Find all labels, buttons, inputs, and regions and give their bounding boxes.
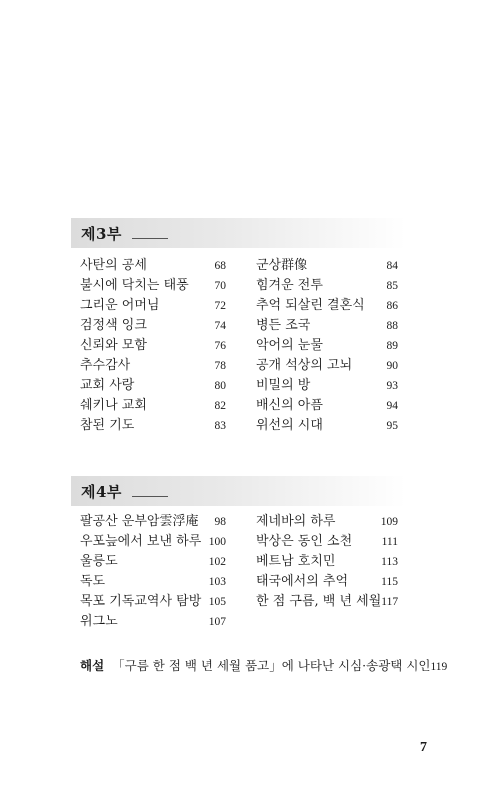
toc-entry-page: 84 (386, 260, 398, 272)
toc-entry-page: 93 (386, 380, 398, 392)
toc-entry-page: 105 (208, 596, 226, 608)
toc-entry[interactable] (80, 532, 226, 552)
part3-title: 제3부 (81, 224, 122, 243)
toc-entry-page: 86 (386, 300, 398, 312)
toc-entry-page: 85 (386, 280, 398, 292)
toc-entry-page: 68 (214, 260, 226, 272)
toc-entry-title: 병든 조국 (256, 318, 311, 333)
part3-rule (132, 238, 168, 239)
toc-entry-page: 109 (380, 516, 398, 528)
toc-entry-title: 독도 (80, 574, 106, 589)
toc-entry-title: 박상은 동인 소천 (256, 534, 353, 549)
toc-entry-title: 태국에서의 추억 (256, 574, 349, 589)
page-number: 7 (420, 740, 427, 755)
toc-entry[interactable] (256, 552, 398, 572)
commentary-label: 해설 (80, 658, 105, 673)
toc-entry[interactable] (80, 572, 226, 592)
toc-entry[interactable] (256, 376, 398, 396)
toc-entry-title: 사탄의 공세 (80, 258, 147, 273)
toc-entry[interactable] (256, 336, 398, 356)
toc-entry-title: 제네바의 하루 (256, 514, 336, 529)
part4-title: 제4부 (81, 482, 122, 501)
toc-entry-title: 참된 기도 (80, 418, 135, 433)
toc-entry-title: 목포 기독교역사 탐방 (80, 594, 202, 609)
toc-entry-title: 위선의 시대 (256, 418, 323, 433)
toc-entry-title: 베트남 호치민 (256, 554, 336, 569)
toc-entry-page: 70 (214, 280, 226, 292)
toc-entry-title: 군상群像 (256, 258, 308, 273)
toc-entry-page: 115 (381, 576, 398, 588)
commentary-title: 「구름 한 점 백 년 세월 품고」에 나타난 시심·송광택 시인 (112, 658, 431, 673)
toc-entry-title: 교회 사랑 (80, 378, 135, 393)
toc-entry[interactable] (256, 276, 398, 296)
toc-entry[interactable] (80, 376, 226, 396)
part4-header (71, 476, 406, 506)
toc-entry-page: 103 (208, 576, 226, 588)
toc-entry[interactable] (80, 396, 226, 416)
toc-entry-title: 우포늪에서 보낸 하루 (80, 534, 202, 549)
toc-entry-page: 82 (214, 400, 226, 412)
toc-entry-title: 쉐키나 교회 (80, 398, 147, 413)
part3-header (71, 218, 406, 248)
toc-entry-title: 힘겨운 전투 (256, 278, 323, 293)
toc-entry-title: 악어의 눈물 (256, 338, 323, 353)
toc-entry-page: 90 (386, 360, 398, 372)
toc-entry-title: 울릉도 (80, 554, 118, 569)
toc-entry-title: 그리운 어머님 (80, 298, 160, 313)
toc-entry[interactable] (80, 296, 226, 316)
toc-entry-page: 88 (386, 320, 398, 332)
toc-entry-title: 추수감사 (80, 358, 131, 373)
toc-entry[interactable] (80, 592, 226, 612)
toc-entry-page: 74 (214, 320, 226, 332)
toc-entry-title: 배신의 아픔 (256, 398, 323, 413)
toc-entry[interactable] (256, 256, 398, 276)
toc-entry-page: 94 (386, 400, 398, 412)
toc-entry-title: 추억 되살린 결혼식 (256, 298, 365, 313)
toc-entry-page: 89 (386, 340, 398, 352)
toc-entry-title: 한 점 구름, 백 년 세월 (256, 594, 382, 609)
toc-entry-page: 117 (381, 596, 399, 608)
toc-entry[interactable] (256, 592, 398, 612)
toc-entry-page: 80 (214, 380, 226, 392)
toc-entry-page: 72 (214, 300, 226, 312)
toc-entry-page: 100 (208, 536, 226, 548)
toc-entry-page: 83 (214, 420, 226, 432)
commentary-page: 119 (430, 661, 448, 673)
toc-entry[interactable] (80, 336, 226, 356)
toc-entry-page: 98 (214, 516, 226, 528)
toc-entry[interactable] (80, 256, 226, 276)
toc-entry-title: 비밀의 방 (256, 378, 311, 393)
toc-entry[interactable] (256, 532, 398, 552)
toc-entry-page: 78 (214, 360, 226, 372)
toc-entry-title: 공개 석상의 고뇌 (256, 358, 353, 373)
toc-entry-page: 76 (214, 340, 226, 352)
commentary-entry[interactable] (80, 656, 448, 676)
toc-entry[interactable] (80, 416, 226, 436)
toc-entry-title: 검정색 잉크 (80, 318, 147, 333)
toc-entry[interactable] (256, 316, 398, 336)
toc-entry[interactable] (256, 416, 398, 436)
part4-rule (132, 496, 168, 497)
toc-entry[interactable] (80, 316, 226, 336)
toc-entry-title: 위그노 (80, 614, 118, 629)
toc-entry[interactable] (80, 512, 226, 532)
toc-entry[interactable] (256, 356, 398, 376)
toc-entry[interactable] (80, 612, 226, 632)
toc-entry[interactable] (256, 572, 398, 592)
toc-entry[interactable] (80, 356, 226, 376)
toc-entry[interactable] (256, 296, 398, 316)
toc-entry-title: 팔공산 운부암雲浮庵 (80, 514, 199, 529)
toc-entry-page: 95 (386, 420, 398, 432)
toc-entry-page: 107 (208, 616, 226, 628)
toc-entry-page: 113 (381, 556, 398, 568)
toc-entry-page: 102 (208, 556, 226, 568)
toc-entry-title: 신뢰와 모함 (80, 338, 147, 353)
toc-entry[interactable] (256, 396, 398, 416)
toc-entry[interactable] (80, 276, 226, 296)
toc-entry-title: 불시에 닥치는 태풍 (80, 278, 189, 293)
toc-entry-page: 111 (381, 536, 398, 548)
toc-entry[interactable] (256, 512, 398, 532)
toc-entry[interactable] (80, 552, 226, 572)
